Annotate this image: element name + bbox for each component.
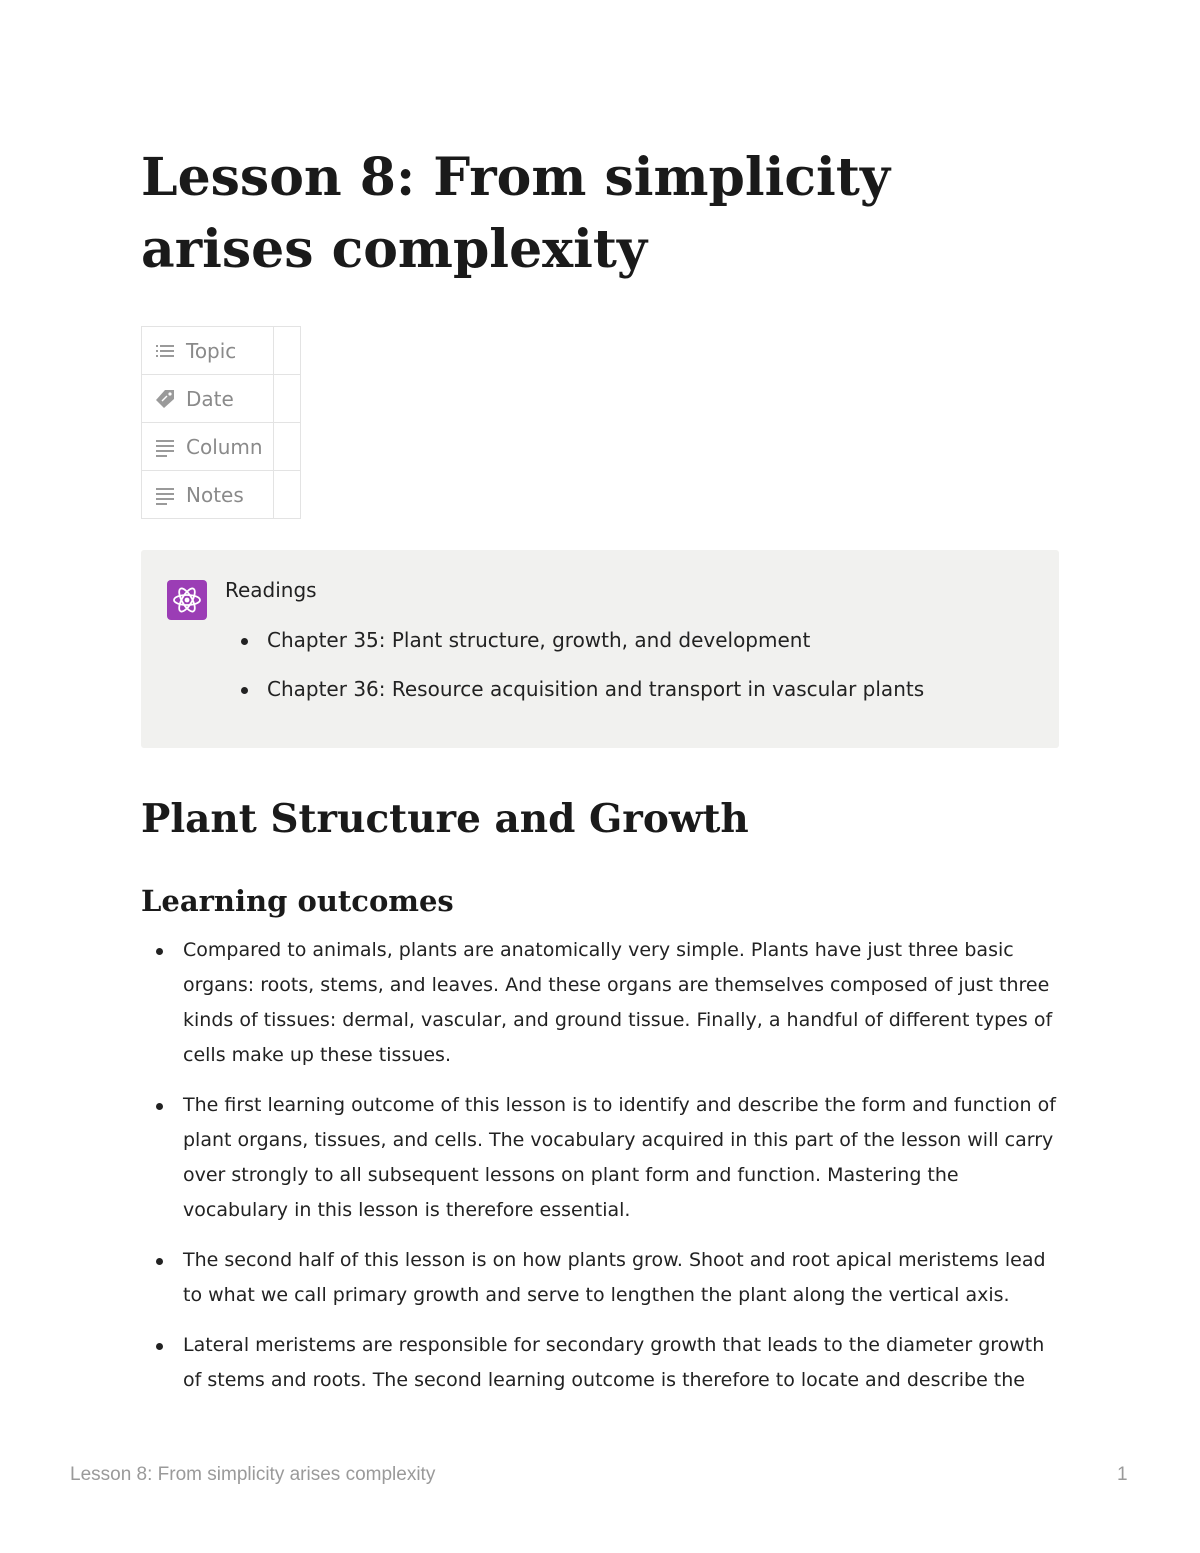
list-icon — [154, 340, 176, 362]
list-item: Chapter 36: Resource acquisition and transport in vascular plants — [225, 665, 924, 714]
property-label: Notes — [186, 482, 244, 507]
page-title: Lesson 8: From simplicity arises complexity — [141, 147, 891, 280]
section-heading: Plant Structure and Growth — [141, 796, 749, 842]
learning-outcomes-list — [141, 933, 1061, 1413]
property-value[interactable] — [274, 471, 301, 519]
list-item: The first learning outcome of this lesson is to identify and describe the form and function of plant organs, tissues, and cells. The vocabulary acquired in this part of the lesson will carry over strongly to all subsequent lessons on plant form and function. Mastering the vocabulary in this lesson is therefore essential. — [141, 1088, 1061, 1228]
text-lines-icon — [154, 436, 176, 458]
property-label: Date — [186, 386, 234, 411]
atom-icon — [167, 580, 207, 620]
callout-title: Readings — [225, 578, 317, 602]
readings-callout — [141, 550, 1059, 748]
readings-list — [225, 616, 924, 714]
property-label: Column — [186, 434, 263, 459]
list-item: The second half of this lesson is on how plants grow. Shoot and root apical meristems lead to what we call primary growth and serve to lengthen the plant along the vertical axis. — [141, 1243, 1061, 1313]
property-row-topic — [142, 327, 301, 375]
property-row-column — [142, 423, 301, 471]
list-item: Chapter 35: Plant structure, growth, and development — [225, 616, 924, 665]
section-subheading: Learning outcomes — [141, 884, 454, 918]
text-lines-icon — [154, 484, 176, 506]
list-item: Lateral meristems are responsible for secondary growth that leads to the diameter growth of stems and roots. The second learning outcome is therefore to locate and describe the — [141, 1328, 1061, 1398]
tag-icon — [154, 388, 176, 410]
page-number: 1 — [1117, 1464, 1128, 1485]
property-value[interactable] — [274, 327, 301, 375]
footer-title: Lesson 8: From simplicity arises complexity — [70, 1464, 436, 1485]
property-label: Topic — [186, 338, 237, 363]
list-item: Compared to animals, plants are anatomically very simple. Plants have just three basic organs: roots, stems, and leaves. And these organs are themselves composed of just three kinds of tissues: dermal, vascular, and ground tissue. Finally, a handful of different types of cells make up these tissues. — [141, 933, 1061, 1073]
property-value[interactable] — [274, 375, 301, 423]
property-value[interactable] — [274, 423, 301, 471]
property-row-notes — [142, 471, 301, 519]
properties-table — [141, 326, 301, 519]
property-row-date — [142, 375, 301, 423]
